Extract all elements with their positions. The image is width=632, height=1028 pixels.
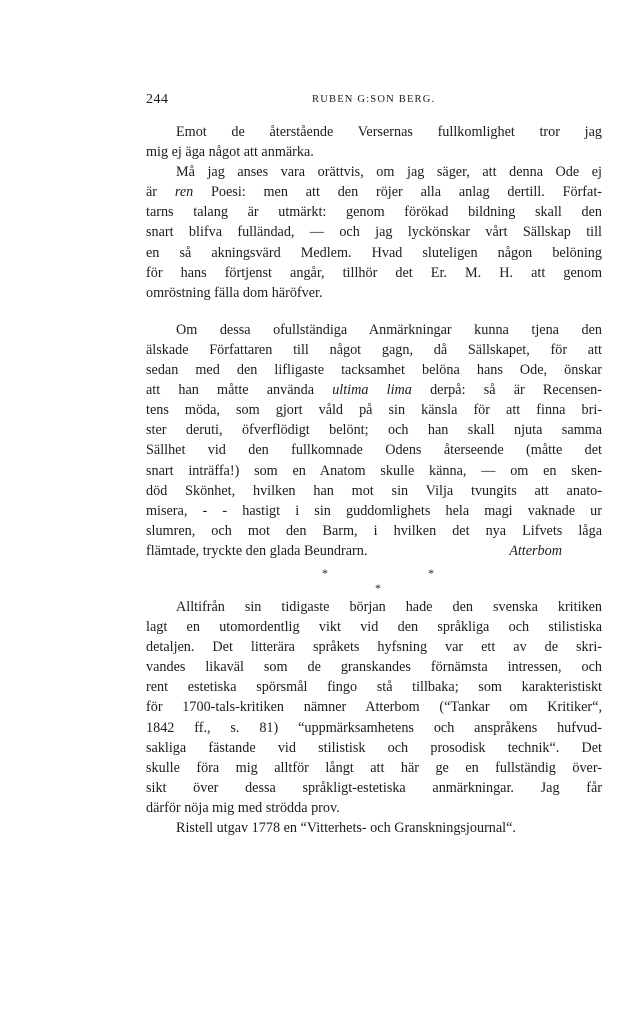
text-line: Alltifrån sin tidigaste början hade den svenska kritiken bbox=[176, 598, 602, 615]
text-line: sikt över dessa språkligt-estetiska anmärkningar. Jag får bbox=[146, 779, 602, 796]
text-line: misera, - - hastigt i sin guddomlighets hela magi vaknade ur bbox=[146, 502, 602, 519]
text-line: ster deruti, öfverflödigt belönt; och han skall njuta samma bbox=[146, 422, 602, 439]
text-line: vandes likaväl som de granskandes förnämsta intressen, och bbox=[146, 659, 602, 676]
signature-line bbox=[146, 541, 602, 561]
text-line: tens möda, som gjort våld på sin känsla för att finna bri- bbox=[146, 402, 602, 419]
text-line-part: derpå: så är Recensen- bbox=[411, 382, 602, 399]
text-line: Ristell utgav 1778 en “Vitterhets- och Granskningsjournal“. bbox=[176, 820, 516, 836]
text-line-part: Poesi: men att den röjer alla anlag dertill. Förfat- bbox=[193, 184, 602, 201]
text-line: flämtade, tryckte den glada Beundrarn. bbox=[146, 542, 368, 559]
text-line: för 1700-tals-kritiken nämner Atterbom (“Tankar om Kritiker“, bbox=[146, 699, 602, 716]
text-line: mig ej äga något att anmärka. bbox=[146, 144, 314, 161]
text-line: sedan med den lifligaste tacksamhet belöna hans Ode, önskar bbox=[146, 362, 602, 379]
text-line: rent estetiska spörsmål fingo stå tillbaka; som karakteristiskt bbox=[146, 679, 602, 696]
text-line: Sällhet vid den fullkomnade Odens återseende (måtte det bbox=[146, 442, 602, 459]
text-line: Må jag anses vara orättvis, om jag säger, att denna Ode ej bbox=[176, 164, 602, 181]
page-header bbox=[146, 92, 602, 110]
text-line: slumren, och mot den Barm, i hvilken det nya Lifvets låga bbox=[146, 522, 602, 539]
paragraph-4 bbox=[146, 597, 602, 818]
text-line: för hans förtjenst angår, tillhör det Er. M. H. att genom bbox=[146, 264, 602, 281]
text-line: sakliga fästande vid stilistisk och prosodisk technik“. Det bbox=[146, 739, 602, 756]
text-line: detaljen. Det litterära språkets hyfsning var ett av de skri- bbox=[146, 639, 602, 656]
text-line: en så akningsvärd Medlem. Hvad sluteligen någon belöning bbox=[146, 244, 602, 261]
text-line: död Skönhet, hvilken han mot sin Vilja tvungits att anato- bbox=[146, 482, 602, 499]
body-text bbox=[146, 122, 602, 838]
text-line bbox=[146, 380, 602, 400]
text-line: Emot de återstående Versernas fullkomlighet tror jag bbox=[176, 124, 602, 140]
paragraph-1 bbox=[146, 122, 602, 162]
signature: Atterbom bbox=[509, 542, 562, 559]
paragraph-3 bbox=[146, 320, 602, 561]
asterisk: * bbox=[428, 565, 434, 580]
emphasis-ultima-lima: ultima lima bbox=[332, 382, 412, 399]
paragraph-2 bbox=[146, 162, 602, 303]
text-line: lagt en utomordentlig vikt vid den språkliga och stilistiska bbox=[146, 619, 602, 636]
asterisk: * bbox=[375, 580, 381, 595]
text-line bbox=[146, 182, 602, 202]
text-line-part: att han måtte använda bbox=[146, 382, 333, 399]
text-line: snart inträffa!) som en Anatom skulle känna, — om en sken- bbox=[146, 462, 602, 479]
section-break-asterisks bbox=[146, 561, 602, 597]
text-line-part: är bbox=[146, 184, 175, 201]
text-line: Om dessa ofullständiga Anmärkningar kunna tjena den bbox=[176, 321, 602, 338]
text-line: älskade Författaren till något gagn, då Sällskapet, för att bbox=[146, 341, 602, 358]
text-line: omröstning fälla dom häröfver. bbox=[146, 284, 323, 301]
page-number: 244 bbox=[146, 92, 169, 107]
emphasis-ren: ren bbox=[174, 184, 194, 201]
text-line: snart blifva fulländad, — och jag lyckönskar vårt Sällskap till bbox=[146, 224, 602, 241]
text-line: 1842 ff., s. 81) “uppmärksamhetens och anspråkens hufvud- bbox=[146, 719, 602, 736]
paragraph-gap bbox=[146, 303, 602, 320]
text-line: därför nöja mig med strödda prov. bbox=[146, 799, 340, 816]
asterisk: * bbox=[322, 565, 328, 580]
text-line: skulle föra mig alltför långt att här ge en fullständig över- bbox=[146, 759, 602, 776]
paragraph-5 bbox=[146, 818, 602, 838]
running-head: RUBEN G:SON BERG. bbox=[312, 94, 436, 105]
text-line: tarns talang är utmärkt: genom förökad bildning skall den bbox=[146, 204, 602, 221]
